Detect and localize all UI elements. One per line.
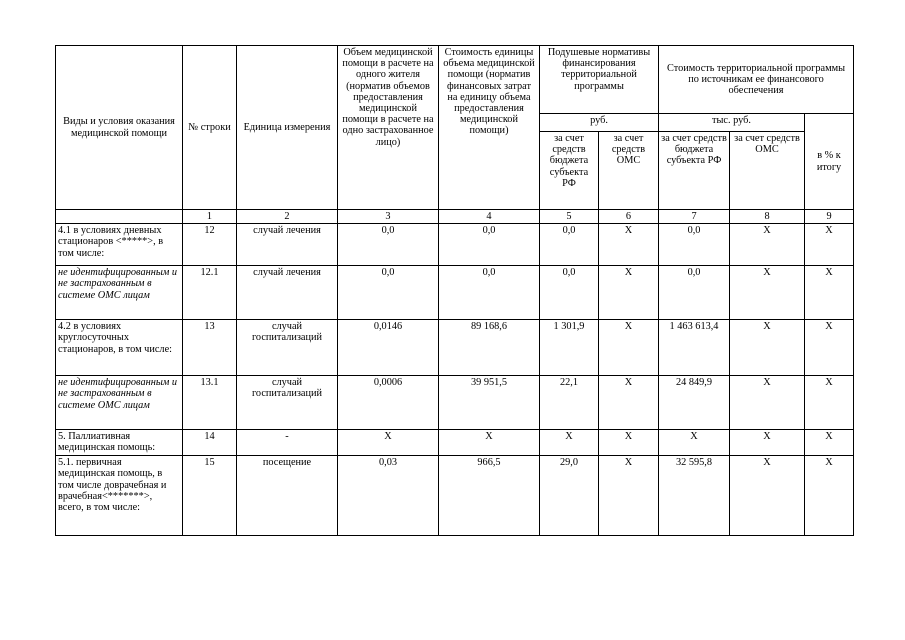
volume-cell: 0,0146 <box>338 320 439 376</box>
table-row <box>56 224 854 266</box>
row-label: не идентифицированным и не застрахованным в системе ОМС лицам <box>56 266 183 320</box>
oms-rub-cell: X <box>599 224 659 266</box>
header-percent: в % к итогу <box>805 114 854 210</box>
row-label: не идентифицированным и не застрахованным в системе ОМС лицам <box>56 376 183 430</box>
budget-rub-cell: X <box>540 430 599 456</box>
row-number: 12 <box>183 224 237 266</box>
percent-cell: X <box>805 456 854 536</box>
percent-cell: X <box>805 430 854 456</box>
volume-cell: 0,03 <box>338 456 439 536</box>
budget-thous-cell: 0,0 <box>659 266 730 320</box>
row-label: 5.1. первичная медицинская помощь, в том числе доврачебная и врачебная<*******>, всего, в том числе: <box>56 456 183 536</box>
column-number: 3 <box>338 210 439 224</box>
oms-thous-cell: X <box>730 456 805 536</box>
row-number: 15 <box>183 456 237 536</box>
header-budget-thous: за счет средств бюджета субъекта РФ <box>659 132 730 210</box>
budget-rub-cell: 22,1 <box>540 376 599 430</box>
oms-thous-cell: X <box>730 224 805 266</box>
unit-cell: - <box>237 430 338 456</box>
cost-table <box>55 45 854 536</box>
oms-rub-cell: X <box>599 430 659 456</box>
column-number-empty <box>56 210 183 224</box>
unit-cell: случай госпитализаций <box>237 320 338 376</box>
volume-cell: 0,0 <box>338 266 439 320</box>
column-number: 5 <box>540 210 599 224</box>
column-number: 4 <box>439 210 540 224</box>
oms-thous-cell: X <box>730 320 805 376</box>
percent-cell: X <box>805 320 854 376</box>
cost-cell: 39 951,5 <box>439 376 540 430</box>
row-number: 13.1 <box>183 376 237 430</box>
oms-thous-cell: X <box>730 430 805 456</box>
column-number: 6 <box>599 210 659 224</box>
header-volume: Объем медицинской помощи в расчете на одного жителя (норматив объемов предоставления медицинской помощи в расчете на одно застрахованное лицо) <box>338 46 439 210</box>
cost-cell: 89 168,6 <box>439 320 540 376</box>
budget-thous-cell: 1 463 613,4 <box>659 320 730 376</box>
header-rub: руб. <box>540 114 659 132</box>
column-number: 7 <box>659 210 730 224</box>
column-number: 2 <box>237 210 338 224</box>
budget-rub-cell: 29,0 <box>540 456 599 536</box>
volume-cell: X <box>338 430 439 456</box>
header-row-no: № строки <box>183 46 237 210</box>
oms-thous-cell: X <box>730 266 805 320</box>
medical-program-table-page <box>55 45 853 536</box>
column-numbers-row <box>56 210 854 224</box>
column-number: 8 <box>730 210 805 224</box>
oms-rub-cell: X <box>599 456 659 536</box>
percent-cell: X <box>805 224 854 266</box>
column-number: 9 <box>805 210 854 224</box>
oms-rub-cell: X <box>599 266 659 320</box>
column-number: 1 <box>183 210 237 224</box>
unit-cell: случай госпитализаций <box>237 376 338 430</box>
percent-cell: X <box>805 376 854 430</box>
table-row <box>56 266 854 320</box>
budget-rub-cell: 0,0 <box>540 224 599 266</box>
header-program-cost: Стоимость территориальной программы по источникам ее финансового обеспечения <box>659 46 854 114</box>
row-label: 4.1 в условиях дневных стационаров <*****>, в том числе: <box>56 224 183 266</box>
budget-thous-cell: 0,0 <box>659 224 730 266</box>
row-label: 5. Паллиативная медицинская помощь: <box>56 430 183 456</box>
budget-thous-cell: 32 595,8 <box>659 456 730 536</box>
header-unit: Единица измерения <box>237 46 338 210</box>
oms-thous-cell: X <box>730 376 805 430</box>
volume-cell: 0,0 <box>338 224 439 266</box>
header-cost: Стоимость единицы объема медицинской помощи (норматив финансовых затрат на единицу объема предоставления медицинской помощи) <box>439 46 540 210</box>
budget-thous-cell: 24 849,9 <box>659 376 730 430</box>
budget-rub-cell: 0,0 <box>540 266 599 320</box>
cost-cell: X <box>439 430 540 456</box>
row-number: 13 <box>183 320 237 376</box>
row-number: 12.1 <box>183 266 237 320</box>
cost-cell: 0,0 <box>439 266 540 320</box>
header-types: Виды и условия оказания медицинской помощи <box>56 46 183 210</box>
table-row <box>56 456 854 536</box>
table-row <box>56 320 854 376</box>
cost-cell: 0,0 <box>439 224 540 266</box>
table-row <box>56 376 854 430</box>
header-thous-rub: тыс. руб. <box>659 114 805 132</box>
table-row <box>56 430 854 456</box>
header-per-capita: Подушевые нормативы финансирования территориальной программы <box>540 46 659 114</box>
unit-cell: случай лечения <box>237 224 338 266</box>
volume-cell: 0,0006 <box>338 376 439 430</box>
header-oms-rub: за счет средств ОМС <box>599 132 659 210</box>
row-label: 4.2 в условиях круглосуточных стационаров, в том числе: <box>56 320 183 376</box>
budget-rub-cell: 1 301,9 <box>540 320 599 376</box>
budget-thous-cell: X <box>659 430 730 456</box>
header-oms-thous: за счет средств ОМС <box>730 132 805 210</box>
percent-cell: X <box>805 266 854 320</box>
header-budget-rub: за счет средств бюджета субъекта РФ <box>540 132 599 210</box>
unit-cell: посещение <box>237 456 338 536</box>
unit-cell: случай лечения <box>237 266 338 320</box>
cost-cell: 966,5 <box>439 456 540 536</box>
oms-rub-cell: X <box>599 376 659 430</box>
oms-rub-cell: X <box>599 320 659 376</box>
row-number: 14 <box>183 430 237 456</box>
